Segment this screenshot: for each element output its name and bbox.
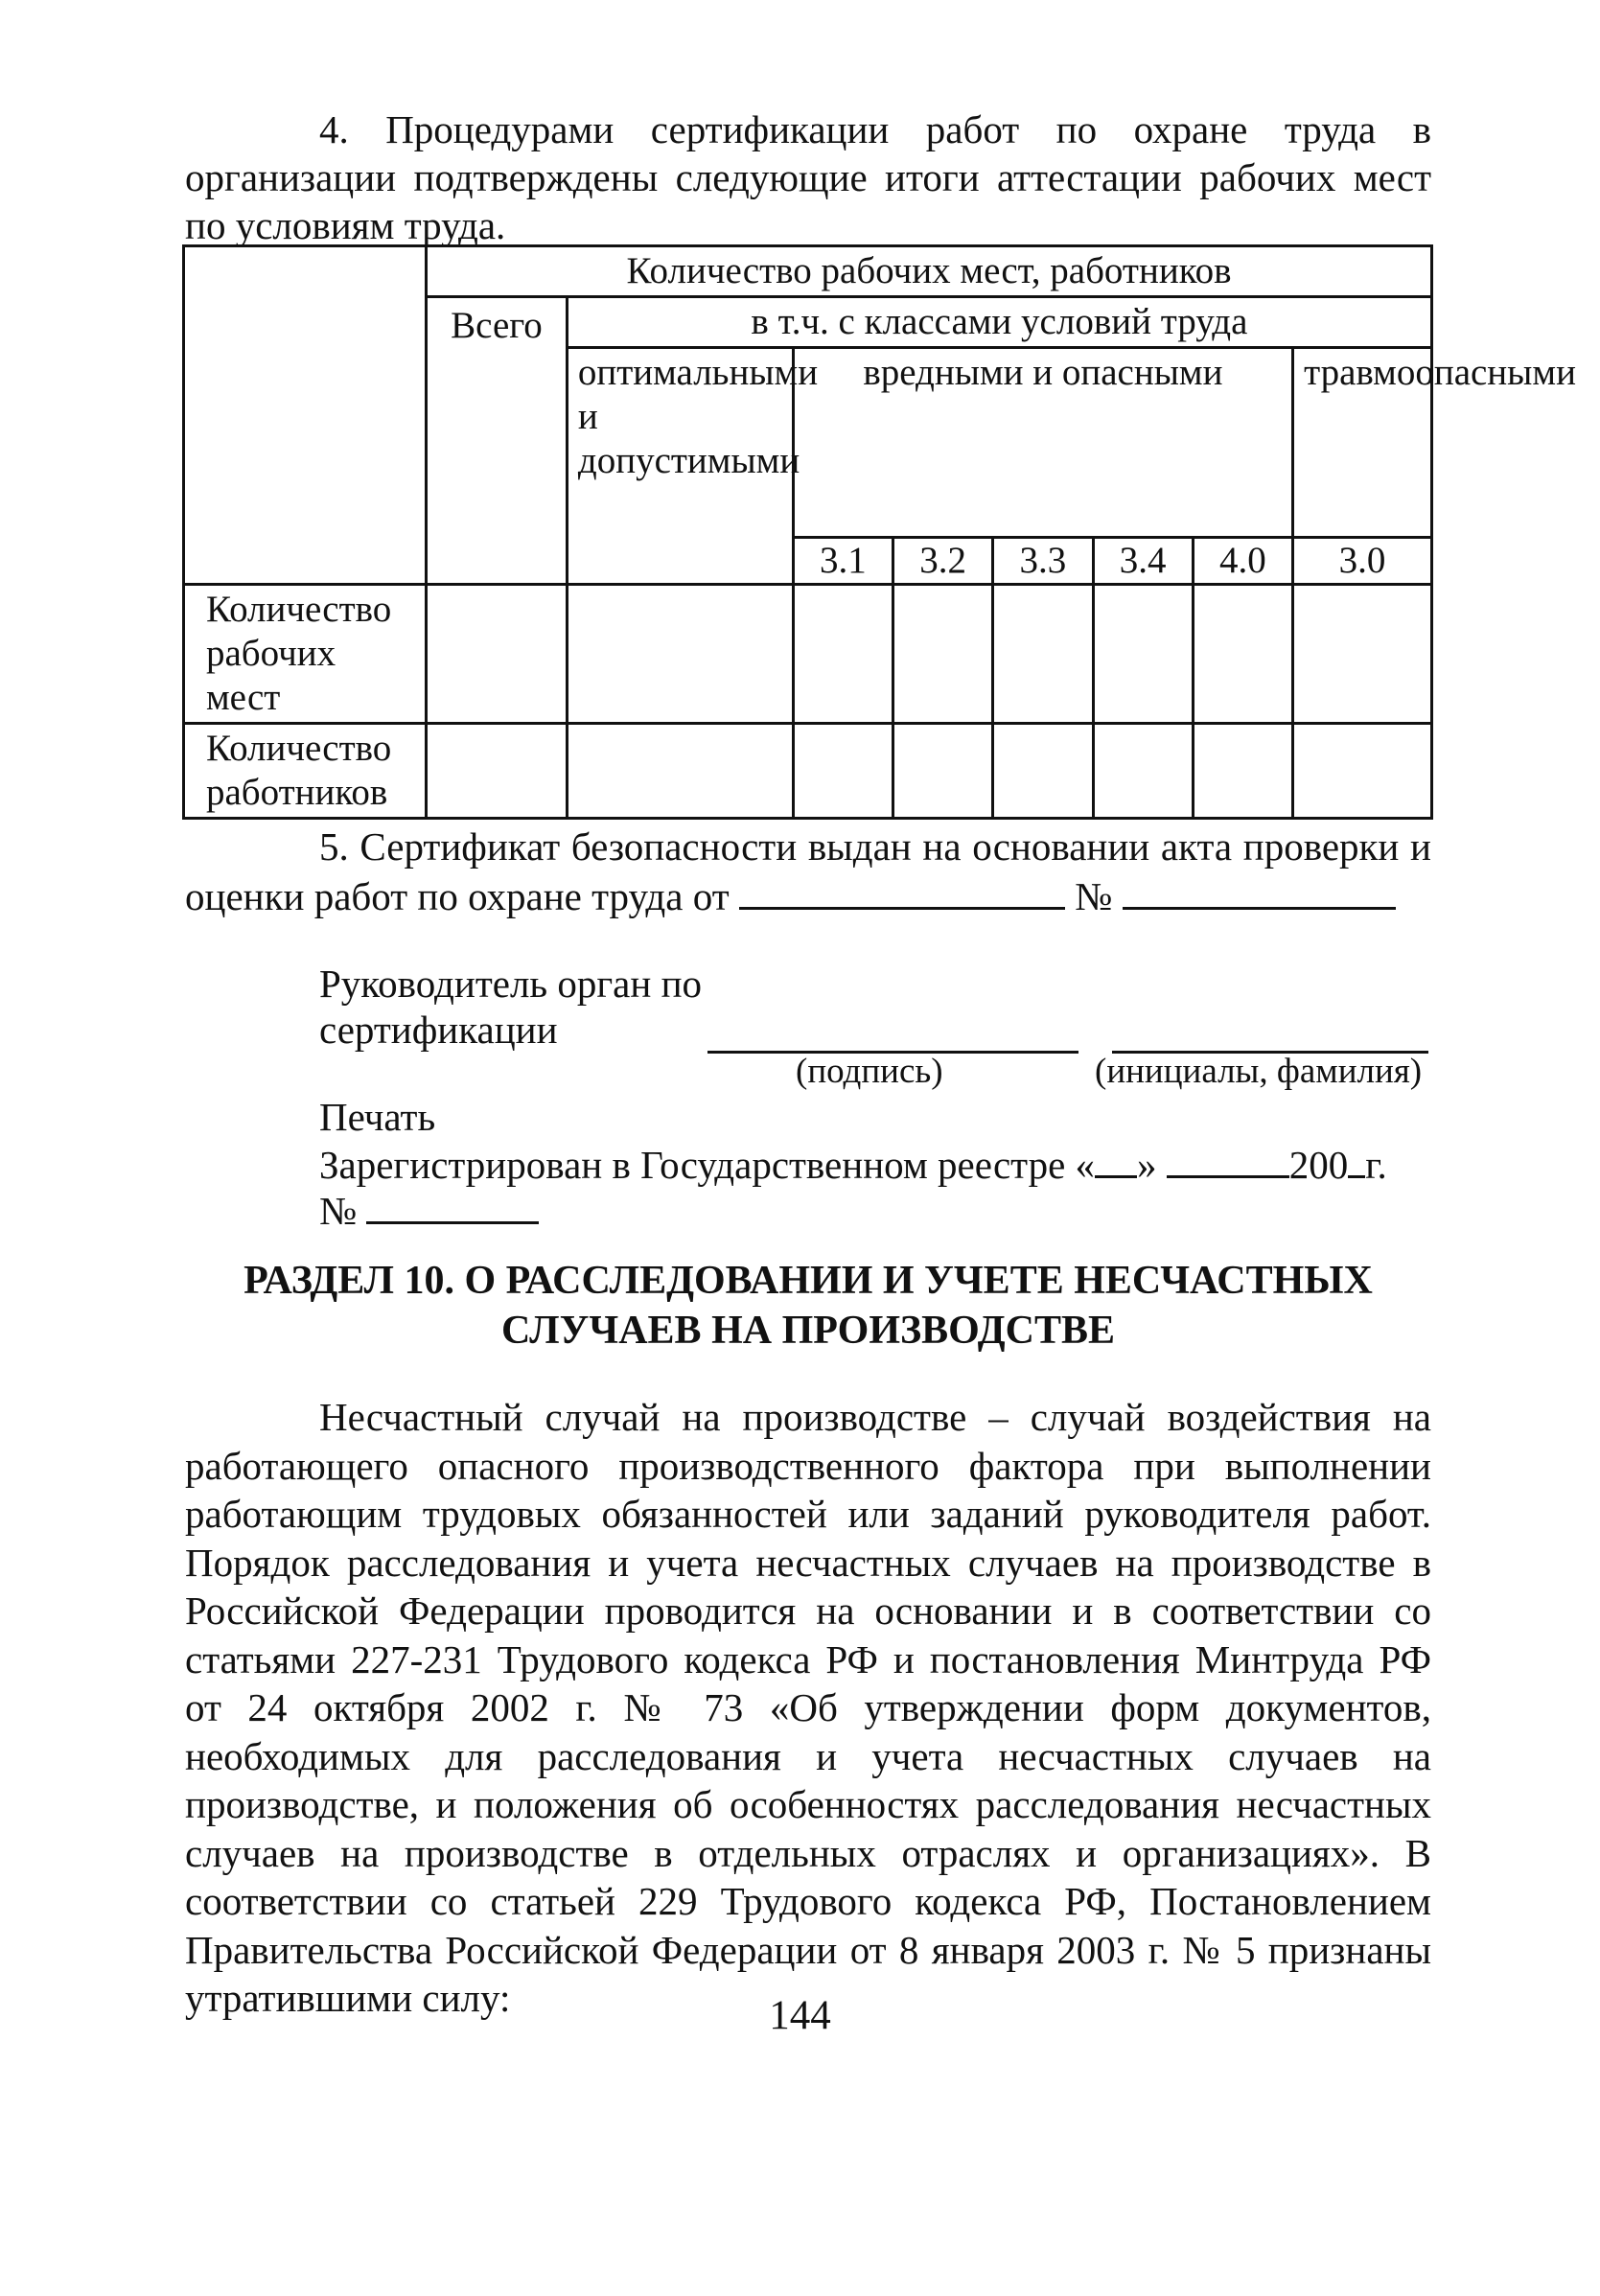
registry-number-blank xyxy=(366,1185,539,1224)
table-cell xyxy=(1093,585,1193,724)
table-cell xyxy=(1193,585,1292,724)
item-5-text: 5. Сертификат безопасности выдан на основании акта проверки и оценки работ по охране труда от xyxy=(185,824,1431,918)
head-of-body-label: Руководитель орган по xyxy=(319,962,703,1006)
class-code-cell: 3.0 xyxy=(1293,538,1432,585)
class-code-cell: 3.2 xyxy=(893,538,993,585)
table-row xyxy=(184,585,1432,724)
registry-month-blank xyxy=(1167,1139,1289,1178)
table-cell xyxy=(893,724,993,819)
header-condition-classes: в т.ч. с классами условий труда xyxy=(567,297,1431,348)
table-corner-cell xyxy=(184,246,427,585)
table-row xyxy=(184,724,1432,819)
section-title-line-2: СЛУЧАЕВ НА ПРОИЗВОДСТВЕ xyxy=(500,1309,1116,1353)
section-body-paragraph: Несчастный случай на производстве – случай воздействия на работающего опасного производственного фактора при выполнении работающим трудовых обязанностей или заданий руководителя работ. Порядок расследования и учета несчастных случаев на производстве в Российской Федерации проводится на основании и в соответствии со статьями 227-231 Трудового кодекса РФ и постановления Минтруда РФ от 24 октября 2002 г. № 73 «Об утверждении форм документов, необходимых для расследования и учета несчастных случаев на производстве, и положения об особенностях расследования несчастных случаев на производстве в отдельных отраслях и организациях». В соответствии со статьей 229 Трудового кодекса РФ, Постановлением Правительства Российской Федерации от 8 января 2003 г. № 5 признаны утратившими силу: xyxy=(185,1395,1431,2020)
item-4-paragraph: 4. Процедурами сертификации работ по охране труда в организации подтверждены следующие итоги аттестации рабочих мест по условиям труда. xyxy=(185,107,1431,247)
signature-caption: (подпись) xyxy=(796,1052,943,1091)
table-cell xyxy=(1193,724,1292,819)
table-cell xyxy=(793,585,893,724)
table-cell xyxy=(793,724,893,819)
registry-text: Зарегистрирован в Государственном реестре « xyxy=(319,1143,1096,1187)
act-number-blank xyxy=(1123,870,1396,910)
class-code-cell: 3.4 xyxy=(1093,538,1193,585)
registry-quote-close: » xyxy=(1137,1143,1157,1187)
class-code-cell: 3.3 xyxy=(993,538,1093,585)
header-workplaces-workers: Количество рабочих мест, работников xyxy=(427,246,1432,297)
header-harmful-dangerous: вредными и опасными xyxy=(793,348,1292,538)
registry-number-line xyxy=(319,1185,539,1235)
table-cell xyxy=(1293,724,1432,819)
registry-number-sign: № xyxy=(319,1189,358,1233)
section-title-line-1: РАЗДЕЛ 10. О РАССЛЕДОВАНИИ И УЧЕТЕ НЕСЧАСТНЫХ xyxy=(243,1259,1373,1303)
table-cell xyxy=(993,585,1093,724)
registry-year-suffix: г. xyxy=(1365,1143,1387,1187)
class-code-cell: 4.0 xyxy=(1193,538,1292,585)
act-date-blank xyxy=(739,870,1065,910)
name-caption: (инициалы, фамилия) xyxy=(1095,1052,1423,1091)
registry-year-blank xyxy=(1348,1139,1365,1178)
certification-label: сертификации xyxy=(319,1008,558,1052)
header-total: Всего xyxy=(427,297,568,585)
table-cell xyxy=(993,724,1093,819)
table-cell xyxy=(1093,724,1193,819)
item-5-paragraph xyxy=(185,823,1431,920)
header-injury-hazardous: травмоопасными xyxy=(1293,348,1432,538)
seal-label: Печать xyxy=(319,1095,436,1139)
row-label-workers: Количество работников xyxy=(184,724,427,819)
section-title xyxy=(185,1256,1431,1356)
registry-year: 200 xyxy=(1288,1143,1349,1187)
header-optimal-permissible: оптимальными и допустимыми xyxy=(567,348,793,585)
attestation-results-table xyxy=(182,244,1576,820)
row-label-workplaces: Количество рабочих мест xyxy=(184,585,427,724)
table-cell xyxy=(893,585,993,724)
table-cell xyxy=(427,724,568,819)
table-cell xyxy=(567,585,793,724)
registry-line xyxy=(319,1139,1387,1189)
act-number-sign: № xyxy=(1075,874,1113,918)
class-code-cell: 3.1 xyxy=(793,538,893,585)
registry-day-blank xyxy=(1095,1139,1137,1178)
table-cell xyxy=(1293,585,1432,724)
page-number: 144 xyxy=(769,1993,831,2038)
table-cell xyxy=(427,585,568,724)
table-header-row xyxy=(184,246,1432,297)
table-cell xyxy=(567,724,793,819)
